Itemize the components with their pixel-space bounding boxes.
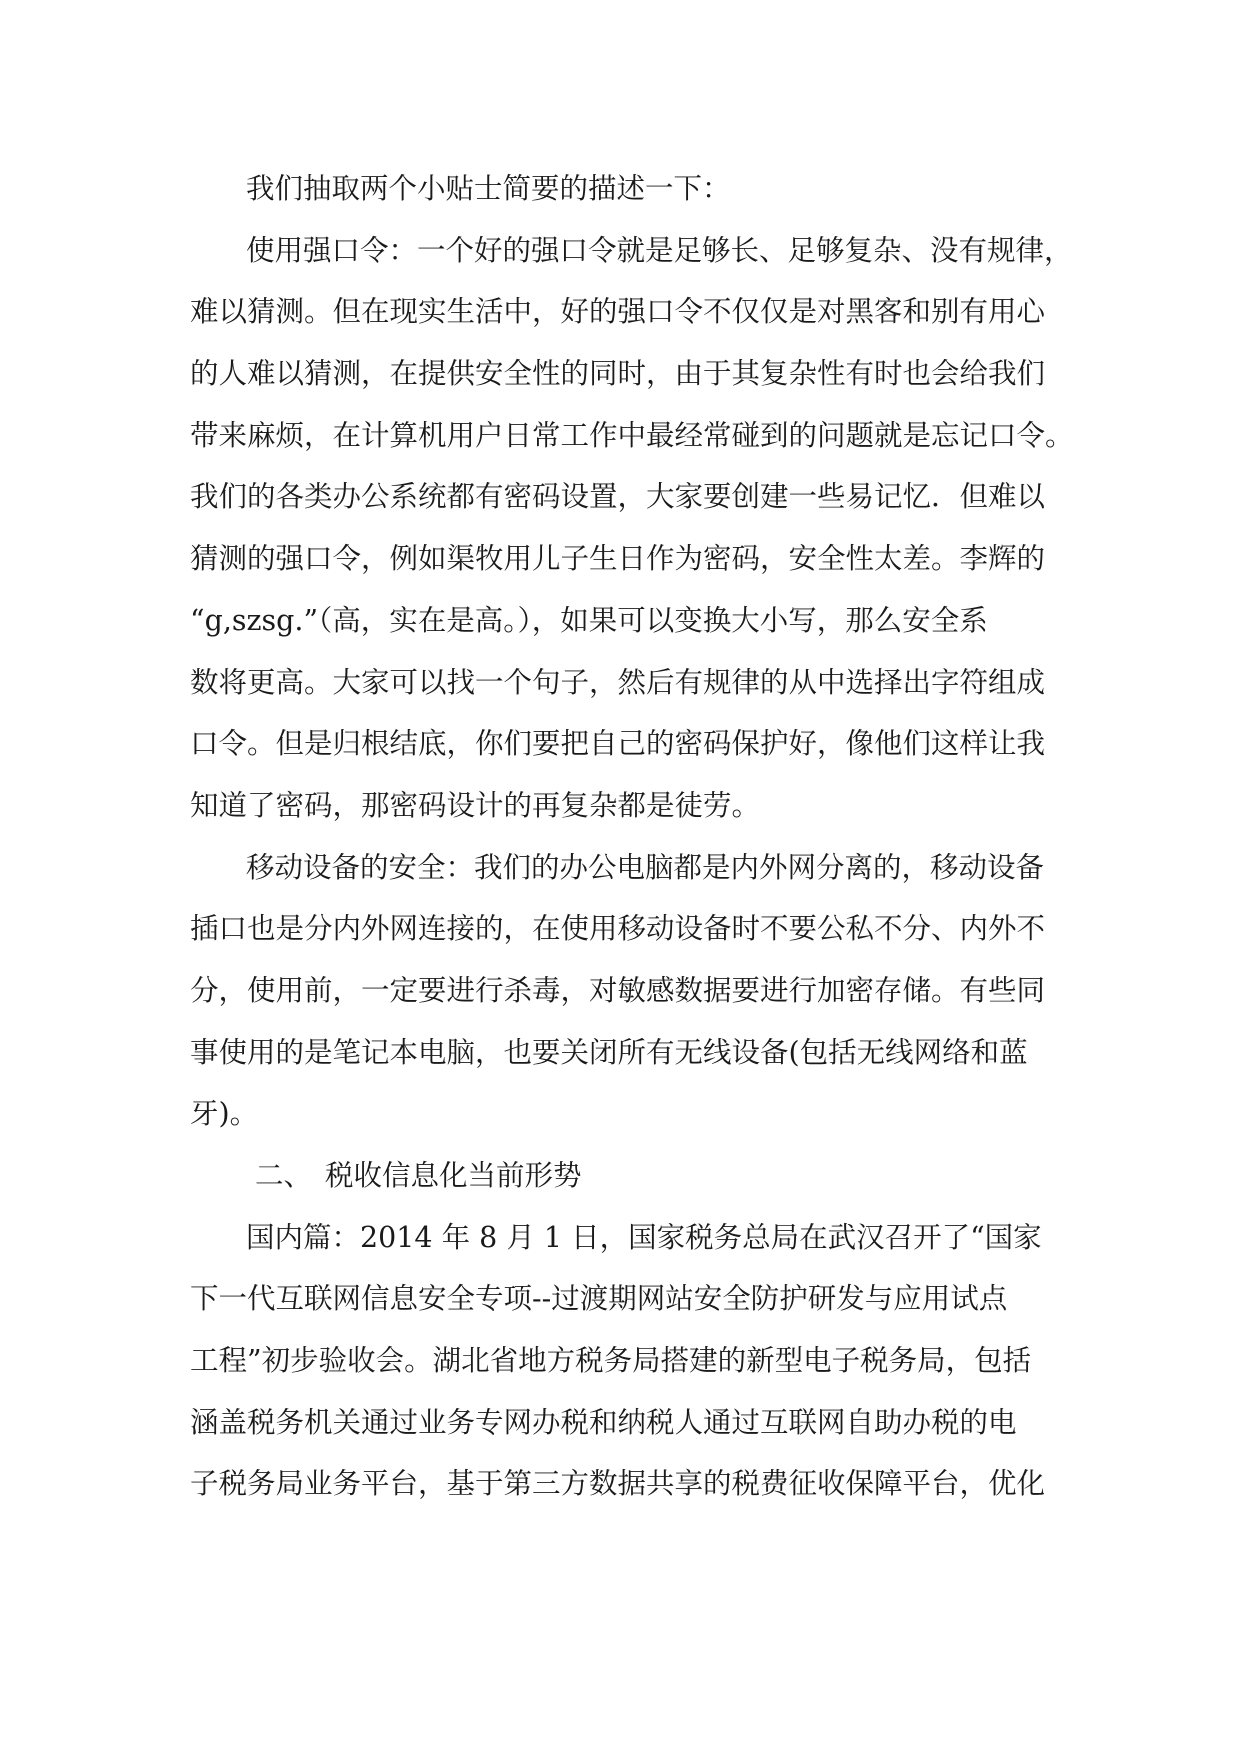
paragraph-domestic-line: 工程”初步验收会。湖北省地方税务局搭建的新型电子税务局，包括 [190, 1344, 1032, 1378]
paragraph-strong-password-line: 知道了密码，那密码设计的再复杂都是徒劳。 [190, 788, 761, 822]
paragraph-mobile-device-line: 插口也是分内外网连接的，在使用移动设备时不要公私不分、内外不 [190, 912, 1046, 946]
paragraph-strong-password-line: 的人难以猜测，在提供安全性的同时，由于其复杂性有时也会给我们 [190, 357, 1046, 391]
paragraph-strong-password-line: 带来麻烦，在计算机用户日常工作中最经常碰到的问题就是忘记口令。 [190, 418, 1074, 452]
paragraph-domestic-line: 国内篇：2014 年 8 月 1 日，国家税务总局在武汉召开了“国家 [246, 1220, 1042, 1254]
paragraph-strong-password-line: “g,szsg.”（高，实在是高。），如果可以变换大小写，那么安全系 [190, 603, 988, 637]
paragraph-strong-password-line: 口令。但是归根结底，你们要把自己的密码保护好，像他们这样让我 [190, 727, 1046, 761]
section-heading [190, 1145, 1050, 1207]
paragraph-mobile-device-line: 移动设备的安全：我们的办公电脑都是内外网分离的，移动设备 [246, 850, 1045, 884]
paragraph-strong-password-line: 猜测的强口令，例如渠牧用儿子生日作为密码，安全性太差。李辉的 [190, 542, 1046, 576]
paragraph-mobile-device-line: 分，使用前，一定要进行杀毒，对敏感数据要进行加密存储。有些同 [190, 973, 1046, 1007]
paragraph-strong-password-line: 我们的各类办公系统都有密码设置，大家要创建一些易记忆．但难以 [190, 480, 1046, 514]
paragraph-domestic-line: 下一代互联网信息安全专项--过渡期网站安全防护研发与应用试点 [190, 1282, 1008, 1316]
paragraph-strong-password-line: 难以猜测。但在现实生活中，好的强口令不仅仅是对黑客和别有用心 [190, 295, 1046, 329]
paragraph-domestic-line: 涵盖税务机关通过业务专网办税和纳税人通过互联网自助办税的电 [190, 1405, 1017, 1439]
section-heading-title: 税收信息化当前形势 [325, 1159, 582, 1192]
paragraph-domestic-line: 子税务局业务平台，基于第三方数据共享的税费征收保障平台，优化 [190, 1467, 1046, 1501]
section-heading-number: 二、 [255, 1159, 313, 1192]
document-body [190, 158, 1074, 1515]
paragraph-mobile-device-line: 事使用的是笔记本电脑，也要关闭所有无线设备(包括无线网络和蓝 [190, 1035, 1028, 1069]
paragraph-mobile-device-line: 牙)。 [190, 1097, 259, 1131]
paragraph-strong-password-line: 数将更高。大家可以找一个句子，然后有规律的从中选择出字符组成 [190, 665, 1046, 699]
paragraph-strong-password-line: 使用强口令：一个好的强口令就是足够长、足够复杂、没有规律， [246, 233, 1073, 267]
paragraph-intro-line: 我们抽取两个小贴士简要的描述一下： [246, 172, 731, 205]
